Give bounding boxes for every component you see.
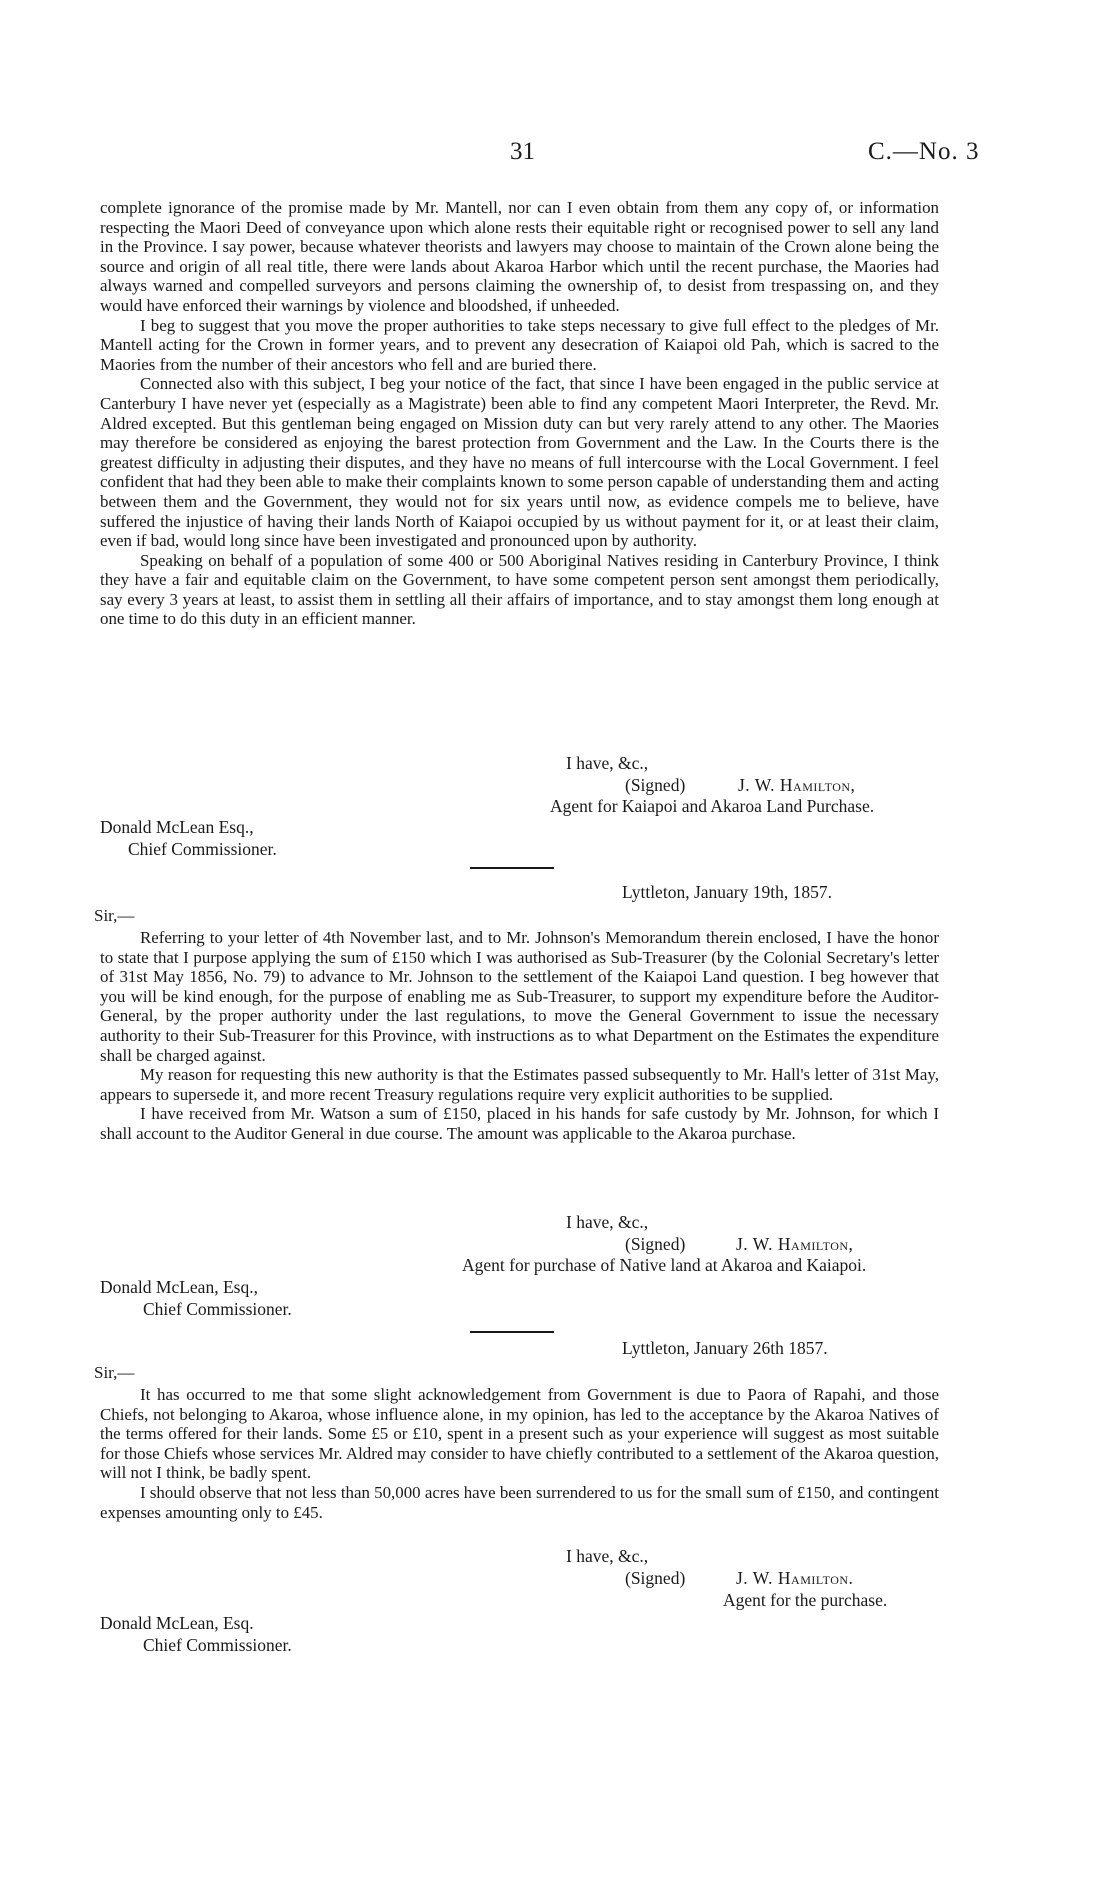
letter3-closing: I have, &c., — [566, 1546, 649, 1566]
letter1-paragraph: Speaking on behalf of a population of some 400 or 500 Aboriginal Natives residing in Canterbury Province, I think they have a fair and equitable claim on the Government, to have some competent person sent amongst them periodically, say every 3 years at least, to assist them in settling all their affairs of importance, and to stay amongst them long enough at one time to do this duty in an efficient manner. — [100, 550, 939, 629]
letter2-dateline: Lyttleton, January 19th, 1857. — [622, 882, 832, 902]
letter2-closing: I have, &c., — [566, 1212, 649, 1232]
letter3-addressee-name: Donald McLean, Esq. — [100, 1613, 254, 1633]
section-divider — [470, 1331, 554, 1333]
letter3-paragraph: I should observe that not less than 50,000 acres have been surrendered to us for the small sum of £150, and contingent expenses amounting only to £45. — [100, 1482, 939, 1522]
letter3-addressee-title: Chief Commissioner. — [143, 1635, 292, 1655]
letter1-signatory-title: Agent for Kaiapoi and Akaroa Land Purchase. — [550, 796, 875, 816]
letter1-paragraph: I beg to suggest that you move the proper authorities to take steps necessary to give full effect to the pledges of Mr. Mantell acting for the Crown in former years, and to prevent any desecration of Kaiapoi old Pah, which is sacred to the Maories from the number of their ancestors who fell and are buried there. — [100, 315, 939, 374]
letter1-closing: I have, &c., — [566, 753, 649, 773]
letter1-addressee-title: Chief Commissioner. — [128, 839, 277, 859]
letter2-signed: (Signed) — [625, 1234, 686, 1254]
letter2-signatory-title: Agent for purchase of Native land at Akaroa and Kaiapoi. — [462, 1255, 867, 1275]
letter2-salutation: Sir,— — [94, 906, 135, 925]
section-divider — [470, 867, 554, 869]
letter2-paragraph: I have received from Mr. Watson a sum of £150, placed in his hands for safe custody by Mr. Johnson, for which I shall account to the Auditor General in due course. The amount was applicable to the Akaroa purchase. — [100, 1104, 939, 1143]
letter3-salutation: Sir,— — [94, 1363, 135, 1382]
letter3-signatory: J. W. Hamilton. — [736, 1568, 854, 1588]
letter3-paragraph: It has occurred to me that some slight acknowledgement from Government is due to Paora of Rapahi, and those Chiefs, not belonging to Akaroa, whose influence alone, in my opinion, has led to the acceptance by the Akaroa Natives of the terms offered for their lands. Some £5 or £10, spent in a present such as your experience will suggest as most suitable for those Chiefs whose services Mr. Aldred may consider to have chiefly contributed to a settlement of the Akaroa question, will not I think, be badly spent. — [100, 1385, 939, 1483]
letter3-dateline: Lyttleton, January 26th 1857. — [622, 1338, 828, 1358]
page-number: 31 — [510, 138, 535, 165]
document-reference: C.—No. 3 — [868, 138, 980, 165]
letter1-paragraph: Connected also with this subject, I beg your notice of the fact, that since I have been engaged in the public service at Canterbury I have never yet (especially as a Magistrate) been able to find any competent Maori Interpreter, the Revd. Mr. Aldred excepted. But this gentleman being engaged on Mission duty can but very rarely attend to any other. The Maories may therefore be considered as enjoying the barest protection from Government and the Law. In the Courts there is the greatest difficulty in adjusting their disputes, and they have no means of full intercourse with the Local Government. I feel confident that had they been able to make their complaints known to some person capable of understanding them and acting between them and the Government, they would not for six years until now, as evidence compels me to believe, have suffered the injustice of having their lands North of Kaiapoi occupied by us without payment for it, or at least their claim, even if bad, would long since have been investigated and pronounced upon by authority. — [100, 374, 939, 551]
letter1-addressee-name: Donald McLean Esq., — [100, 817, 254, 837]
letter2-addressee-title: Chief Commissioner. — [143, 1299, 292, 1319]
letter2-signatory: J. W. Hamilton, — [736, 1234, 854, 1254]
letter1-signed: (Signed) — [625, 775, 686, 795]
letter2-paragraph: My reason for requesting this new authority is that the Estimates passed subsequently to Mr. Hall's letter of 31st May, appears to supersede it, and more recent Treasury regulations require very explicit authorities to be supplied. — [100, 1065, 939, 1104]
letter3-signed: (Signed) — [625, 1568, 686, 1588]
letter2-addressee-name: Donald McLean, Esq., — [100, 1277, 258, 1297]
letter1-body — [100, 198, 939, 629]
letter1-signatory: J. W. Hamilton, — [738, 775, 856, 795]
letter2-body — [100, 928, 939, 1144]
letter2-paragraph: Referring to your letter of 4th November last, and to Mr. Johnson's Memorandum therein enclosed, I have the honor to state that I purpose applying the sum of £150 which I was authorised as Sub-Treasurer (by the Colonial Secretary's letter of 31st May 1856, No. 79) to advance to Mr. Johnson to the settlement of the Kaiapoi Land question. I beg however that you will be kind enough, for the purpose of enabling me as Sub-Treasurer, to support my expenditure before the Auditor-General, by the proper authority under the last regulations, to move the General Government to issue the necessary authority to their Sub-Treasurer for this Province, with instructions as to what Department on the Estimates the expenditure shall be charged against. — [100, 928, 939, 1065]
letter3-body — [100, 1385, 939, 1522]
letter1-paragraph: complete ignorance of the promise made by Mr. Mantell, nor can I even obtain from them any copy of, or information respecting the Maori Deed of conveyance upon which alone rests their equitable right or recognised power to sell any land in the Province. I say power, because whatever theorists and lawyers may choose to maintain of the Crown alone being the source and origin of all real title, there were lands about Akaroa Harbor which until the recent purchase, the Maories had always warned and compelled surveyors and persons claiming the ownership of, to desist from trespassing on, and they would have enforced their warnings by violence and bloodshed, if unheeded. — [100, 198, 939, 315]
letter3-signatory-title: Agent for the purchase. — [723, 1590, 888, 1610]
